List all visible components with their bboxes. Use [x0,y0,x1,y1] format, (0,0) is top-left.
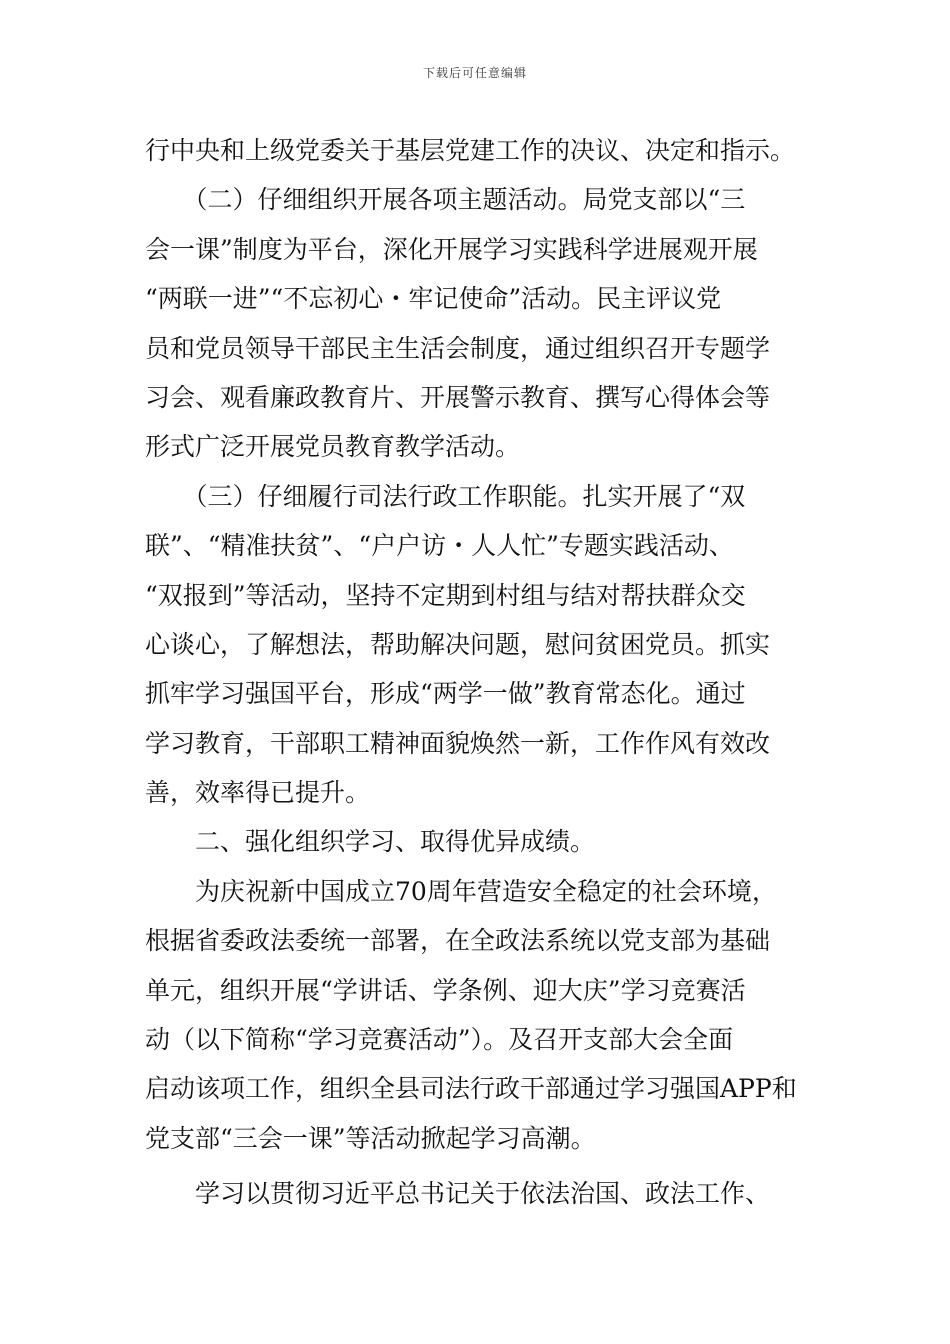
text-line: 学习教育，干部职工精神面貌焕然一新，工作作风有效改 [145,728,771,758]
section-heading: 二、强化组织学习、取得优异成绩。 [145,827,596,857]
text-line: 启动该项工作，组织全县司法行政干部通过学习强国APP和 [145,1074,797,1104]
text-line: 抓牢学习强国平台，形成“两学一做”教育常态化。通过 [145,679,746,709]
document-body [145,126,805,1219]
text-line: 党支部“三会一课”等活动掀起学习高潮。 [145,1123,596,1153]
text-line: 行中央和上级党委关于基层党建工作的决议、决定和指示。 [145,136,796,165]
page-header: 下载后可任意编辑 [422,66,527,80]
text-line: “两联一进”“不忘初心・牢记使命”活动。民主评议党 [145,284,722,314]
text-line: 员和党员领导干部民主生活会制度，通过组织召开专题学 [145,333,771,363]
text-line: 习会、观看廉政教育片、开展警示教育、撰写心得体会等 [145,382,771,412]
text-line: 会一课”制度为平台，深化开展学习实践科学进展观开展 [145,234,758,264]
text-line: 心谈心，了解想法，帮助解决问题，慰问贫困党员。抓实 [145,629,771,659]
text-line: 形式广泛开展党员教育教学活动。 [145,432,521,462]
text-line: “双报到”等活动，坚持不定期到村组与结对帮扶群众交 [145,580,746,610]
text-line: （三）仔细履行司法行政工作职能。扎实开展了“双 [145,481,746,511]
text-line: 单元，组织开展“学讲话、学条例、迎大庆”学习竞赛活 [145,975,746,1005]
text-line: 动（以下简称“学习竞赛活动”）。及召开支部大会全面 [145,1025,734,1055]
text-line: 学习以贯彻习近平总书记关于依法治国、政法工作、 [145,1179,771,1209]
text-line: 根据省委政法委统一部署，在全政法系统以党支部为基础 [145,926,771,956]
text-line: （二）仔细组织开展各项主题活动。局党支部以“三 [145,185,746,215]
text-line: 为庆祝新中国成立70周年营造安全稳定的社会环境， [145,876,777,906]
text-line: 善，效率得已提升。 [145,778,371,808]
text-line: 联”、“精准扶贫”、“户户访・人人忙”专题实践活动、 [145,531,734,561]
